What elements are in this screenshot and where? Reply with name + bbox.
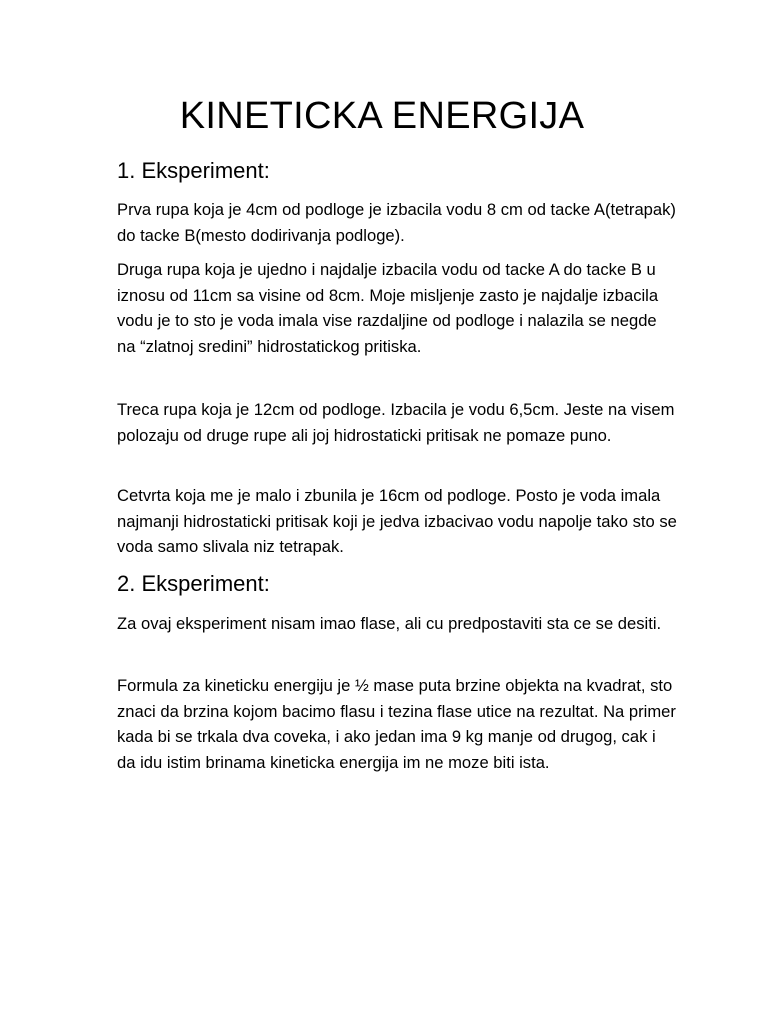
paragraph-hole-2: Druga rupa koja je ujedno i najdalje izbacila vodu od tacke A do tacke B u iznosu od 11cm sa visine od 8cm. Moje misljenje zasto je najdalje izbacila vodu je to sto je voda imala vise razdaljine od podloge i nalazila se negde na “zlatnoj sredini” hidrostatickog pritiska. bbox=[117, 260, 659, 356]
paragraph-hole-4: Cetvrta koja me je malo i zbunila je 16cm od podloge. Posto je voda imala najmanji hidrostaticki pritisak koji je jedva izbacivao vodu napolje tako sto se voda samo slivala niz tetrapak. bbox=[117, 486, 677, 556]
paragraph-hole-1: Prva rupa koja je 4cm od podloge je izbacila vodu 8 cm od tacke A(tetrapak) do tacke B(mesto dodirivanja podloge). bbox=[117, 200, 676, 245]
paragraph-hole-3: Treca rupa koja je 12cm od podloge. Izbacila je vodu 6,5cm. Jeste na visem polozaju od druge rupe ali joj hidrostaticki pritisak ne pomaze puno. bbox=[117, 400, 675, 445]
section-1-heading: 1. Eksperiment: bbox=[117, 158, 270, 183]
document-title: KINETICKA ENERGIJA bbox=[179, 95, 585, 137]
section-2-heading: 2. Eksperiment: bbox=[117, 571, 270, 596]
paragraph-experiment-2-intro: Za ovaj eksperiment nisam imao flase, ali cu predpostaviti sta ce se desiti. bbox=[117, 614, 662, 633]
paragraph-kinetic-formula: Formula za kineticku energiju je ½ mase puta brzine objekta na kvadrat, sto znaci da brzina kojom bacimo flasu i tezina flase utice na rezultat. Na primer kada bi se trkala dva coveka, i ako jedan ima 9 kg manje od drugog, cak i da idu istim brinama kineticka energija im ne moze biti ista. bbox=[117, 676, 676, 772]
